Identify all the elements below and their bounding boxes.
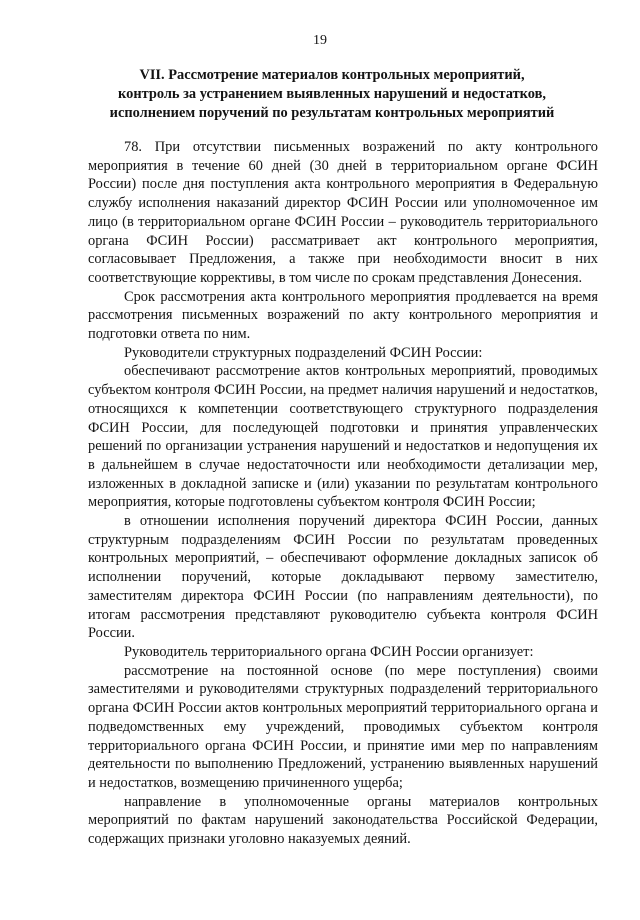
paragraph-referral: направление в уполномоченные органы материалов контрольных мероприятий по фактам нарушений законодательства Российской Федерации, содержащих признаки уголовно наказуемых деяний. (88, 793, 598, 848)
document-body (88, 138, 598, 849)
paragraph-territorial-head: Руководитель территориального органа ФСИН России организует: (124, 643, 534, 660)
paragraph-78: 78. При отсутствии письменных возражений по акту контрольного мероприятия в течение 60 дней (30 дней в территориальном органе ФСИН России) после дня поступления акта контрольного мероприятия в Федеральную службу исполнения наказаний директор ФСИН России или уполномоченное им лицо (в территориальном органе ФСИН России – руководитель территориального органа ФСИН России) рассматривает акт контрольного мероприятия, согласовывает Предложения, а также при необходимости вносит в них соответствующие коррективы, в том числе по срокам представления Донесения. (88, 139, 598, 286)
paragraph-instructions-execution: в отношении исполнения поручений директора ФСИН России, данных структурным подразделениям ФСИН России по результатам проведенных контрольных мероприятий, – обеспечивают оформление докладных записок об исполнении поручений, которые докладывают первому заместителю, заместителям директора ФСИН России (по направлениям деятельности), по итогам рассмотрения представляют руководителю субъекта контроля ФСИН России. (88, 513, 598, 642)
heading-line-3: исполнением поручений по результатам контрольных мероприятий (109, 105, 555, 121)
heading-line-1: VII. Рассмотрение материалов контрольных мероприятий, (139, 67, 525, 83)
paragraph-ensure-review: обеспечивают рассмотрение актов контрольных мероприятий, проводимых субъектом контроля ФСИН России, на предмет наличия нарушений и недостатков, относящихся к компетенции соответствующего структурного подразделения ФСИН России, для последующей подготовки и принятия управленческих решений по организации устранения нарушений и недостатков и недопущения их в дальнейшем в случае недостаточности или необходимости детализации мер, изложенных в докладной записке и (или) указании по результатам контрольного мероприятия, которые подготовлены субъектом контроля ФСИН России; (88, 363, 598, 511)
paragraph-ongoing-review: рассмотрение на постоянной основе (по мере поступления) своими заместителями и руководителями структурных подразделений территориального органа ФСИН России актов контрольных мероприятий территориального органа и подведомственных ему учреждений, проводимых субъектом контроля территориального органа ФСИН России, и принятие ими мер по направлениям деятельности по выполнению Предложений, устранению выявленных нарушений и недостатков, возмещению причиненного ущерба; (88, 662, 598, 791)
page-number: 19 (313, 33, 327, 48)
section-heading (70, 66, 594, 123)
paragraph-heads-of-divisions: Руководители структурных подразделений ФСИН России: (124, 344, 483, 361)
heading-line-2: контроль за устранением выявленных нарушений и недостатков, (118, 86, 546, 102)
paragraph-review-period: Срок рассмотрения акта контрольного мероприятия продлевается на время рассмотрения письменных возражений по акту контрольного мероприятия и подготовки ответа по ним. (88, 288, 598, 343)
